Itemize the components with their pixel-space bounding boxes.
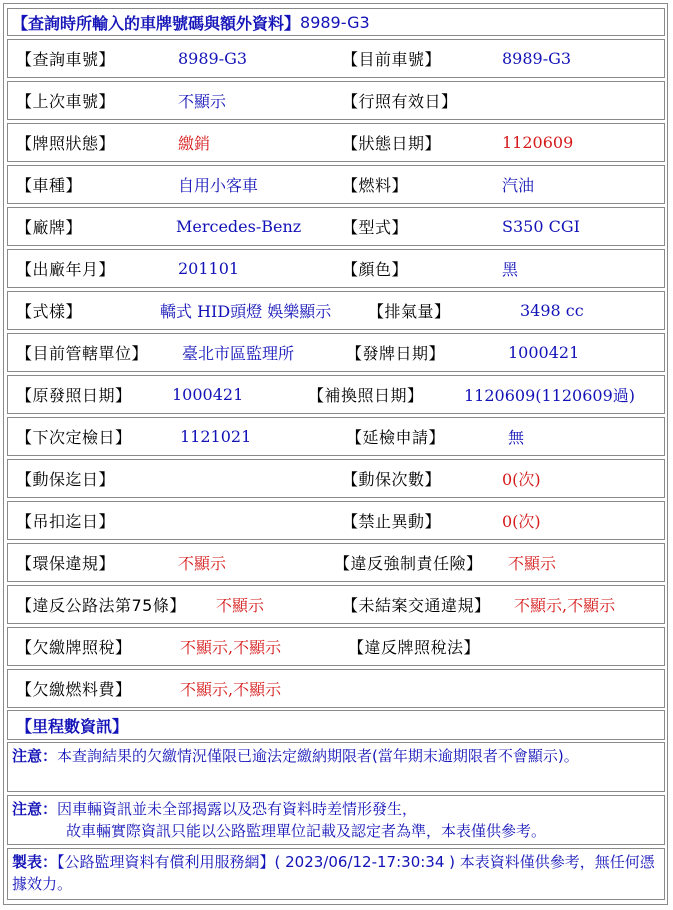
- mileage-label: 【里程數資訊】: [16, 716, 129, 736]
- field-label: 【欠繳燃料費】: [16, 680, 132, 699]
- field-value: 汽油: [502, 176, 535, 195]
- report-title-prefix: 【查詢時所輸入的車牌號碼與額外資料】: [12, 13, 301, 33]
- field-label: 【發牌日期】: [346, 344, 446, 363]
- info-row: [7, 39, 665, 78]
- field-label: 【下次定檢日】: [16, 428, 132, 447]
- note-row-1: [7, 742, 665, 792]
- field-label: 【違反牌照稅法】: [348, 638, 481, 657]
- note-1-text: 本查詢結果的欠繳情況僅限已逾法定繳納期限者(當年期末逾期限者不會顯示)。: [57, 747, 579, 765]
- field-value: 3498 cc: [520, 301, 584, 320]
- report-title: [12, 9, 370, 35]
- field-label: 【式樣】: [16, 302, 83, 321]
- field-label: 【延檢申請】: [346, 428, 446, 447]
- field-label: 【排氣量】: [368, 302, 451, 321]
- field-value: 不顯示: [216, 596, 265, 615]
- footer-row: [7, 848, 665, 900]
- field-value: Mercedes-Benz: [176, 217, 302, 236]
- field-label: 【違反公路法第75條】: [16, 596, 186, 615]
- info-row: [7, 459, 665, 498]
- note-2-key: 注意：: [12, 800, 58, 818]
- field-label: 【出廠年月】: [16, 260, 116, 279]
- info-row: [7, 165, 665, 204]
- field-value: 201101: [178, 259, 240, 278]
- field-value: 8989-G3: [178, 49, 248, 68]
- report-title-plate: 8989-G3: [300, 12, 370, 32]
- info-row: [7, 291, 665, 330]
- field-label: 【牌照狀態】: [16, 134, 116, 153]
- field-label: 【目前車號】: [342, 50, 442, 69]
- field-label: 【動保次數】: [342, 470, 442, 489]
- field-value: 不顯示: [178, 92, 227, 111]
- field-label: 【欠繳牌照稅】: [16, 638, 132, 657]
- note-1-key: 注意：: [12, 747, 58, 765]
- field-value: 臺北市區監理所: [182, 344, 295, 363]
- info-row: [7, 249, 665, 288]
- footer-note: [8, 849, 664, 897]
- field-value: 不顯示,不顯示: [514, 596, 616, 615]
- field-value: 轎式 HID頭燈 娛樂顯示: [160, 302, 332, 321]
- field-label: 【燃料】: [342, 176, 409, 195]
- field-value: 繳銷: [178, 134, 211, 153]
- field-value: S350 CGI: [502, 217, 580, 236]
- field-label: 【狀態日期】: [342, 134, 442, 153]
- field-value: 1000421: [508, 343, 580, 362]
- info-row: [7, 375, 665, 414]
- field-label: 【吊扣迄日】: [16, 512, 116, 531]
- field-value: 不顯示: [178, 554, 227, 573]
- field-value: 0(次): [502, 512, 541, 531]
- info-row: [7, 585, 665, 624]
- field-label: 【環保違規】: [16, 554, 116, 573]
- note-2-text-line2: 故車輛實際資訊只能以公路監理單位記載及認定者為準，本表僅供參考。: [66, 822, 547, 840]
- field-label: 【行照有效日】: [342, 92, 458, 111]
- field-value: 8989-G3: [502, 49, 572, 68]
- field-label: 【上次車號】: [16, 92, 116, 111]
- info-row: [7, 207, 665, 246]
- note-1: [8, 743, 664, 769]
- field-value: 不顯示,不顯示: [180, 638, 282, 657]
- field-value: 1121021: [180, 427, 252, 446]
- field-label: 【車種】: [16, 176, 83, 195]
- info-row: [7, 501, 665, 540]
- field-value: 1120609: [502, 133, 574, 152]
- field-label: 【違反強制責任險】: [334, 554, 483, 573]
- field-label: 【查詢車號】: [16, 50, 116, 69]
- mileage-row: [7, 710, 665, 740]
- note-2: [8, 796, 664, 844]
- field-label: 【原發照日期】: [16, 386, 132, 405]
- field-label: 【補換照日期】: [308, 386, 424, 405]
- field-value: 0(次): [502, 470, 541, 489]
- footer-text: 【公路監理資料有償利用服務網】( 2023/06/12-17:30:34 ) 本表資料僅供參考，無任何憑據效力。: [12, 853, 655, 893]
- field-value: 不顯示,不顯示: [180, 680, 282, 699]
- field-label: 【禁止異動】: [342, 512, 442, 531]
- note-2-text: 因車輛資訊並未全部揭露以及恐有資料時差情形發生，: [57, 800, 418, 818]
- info-row: [7, 81, 665, 120]
- field-value: 自用小客車: [178, 176, 259, 195]
- field-value: 1120609(1120609過): [464, 386, 636, 405]
- info-row: [7, 627, 665, 666]
- field-label: 【動保迄日】: [16, 470, 116, 489]
- field-value: 黑: [502, 260, 519, 279]
- field-label: 【目前管轄單位】: [16, 344, 149, 363]
- info-row: [7, 669, 665, 708]
- field-value: 1000421: [172, 385, 244, 404]
- field-label: 【未結案交通違規】: [342, 596, 491, 615]
- report-header: [7, 8, 665, 36]
- field-value: 無: [508, 428, 525, 447]
- info-row: [7, 333, 665, 372]
- info-row: [7, 417, 665, 456]
- field-label: 【型式】: [342, 218, 409, 237]
- info-row: [7, 123, 665, 162]
- field-label: 【廠牌】: [16, 218, 83, 237]
- footer-key: 製表：: [12, 853, 58, 871]
- field-value: 不顯示: [508, 554, 557, 573]
- info-row: [7, 543, 665, 582]
- note-row-2: [7, 795, 665, 845]
- field-label: 【顏色】: [342, 260, 409, 279]
